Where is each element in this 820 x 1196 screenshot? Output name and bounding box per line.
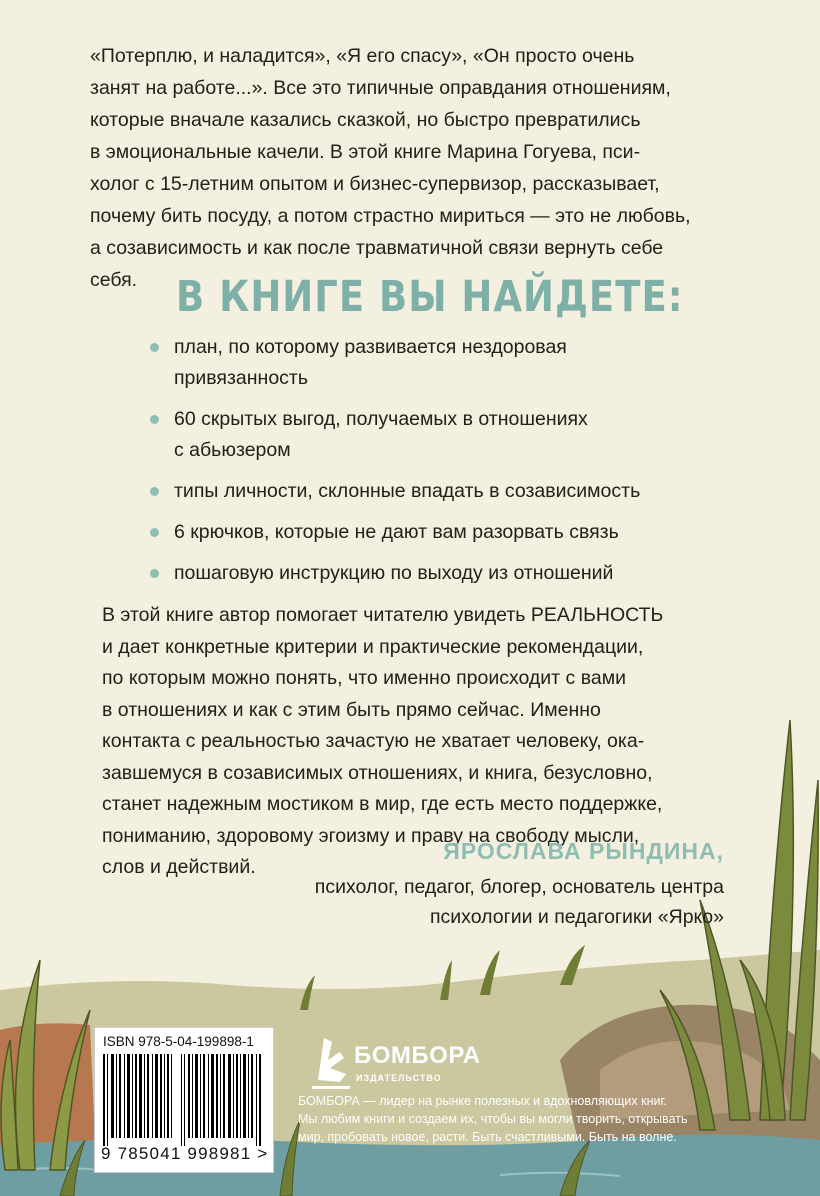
intro-paragraph xyxy=(90,40,740,296)
review-line: завшемуся в созависимых отношениях, и книга, безусловно, xyxy=(102,761,653,784)
review-line: станет надежным мостиком в мир, где есть место поддержке, xyxy=(102,793,663,815)
list-item: 60 скрытых выгод, получаемых в отношениях с абьюзером xyxy=(148,404,748,466)
list-item: типы личности, склонные впадать в созависимость xyxy=(148,476,748,507)
review-line: по которым можно понять, что именно происходит с вами xyxy=(102,667,626,689)
review-line: в отношениях и как с этим быть прямо сейчас. Именно xyxy=(102,698,601,721)
intro-line: а созависимость и как после травматичной связи вернуть себе xyxy=(90,237,664,259)
barcode-digits: 9 785041 998981 > xyxy=(101,1144,269,1163)
publisher-description: БОМБОРА — лидер на рынке полезных и вдохновляющих книг. Мы любим книги и создаем их, чтобы вы могли творить, открывать мир, пробовать новое, расти. Быть счастливыми. Быть на волне. xyxy=(298,1094,688,1144)
intro-line: холог с 15-летним опытом и бизнес-супервизор, рассказывает, xyxy=(90,173,660,195)
intro-line: «Потерплю, и наладится», «Я его спасу», «Он просто очень xyxy=(90,45,635,67)
review-line: пониманию, здоровому эгоизму и праву на свободу мысли, xyxy=(102,824,640,847)
barcode-icon xyxy=(103,1054,265,1146)
intro-line: в эмоциональные качели. В этой книге Марина Гогуева, пси- xyxy=(90,141,641,163)
list-item: план, по которому развивается нездоровая привязанность xyxy=(148,332,748,394)
intro-line: занят на работе...». Все это типичные оправдания отношениям, xyxy=(90,77,671,99)
bullet-icon xyxy=(150,487,159,496)
publisher-name: БОМБОРА xyxy=(354,1042,481,1069)
review-author-role: психолог, педагог, блогер, основатель центра психологии и педагогики «Ярко» xyxy=(314,876,724,928)
feature-list xyxy=(148,332,748,589)
publisher-subtitle: ИЗДАТЕЛЬСТВО xyxy=(356,1073,442,1083)
review-line: слов и действий. xyxy=(102,856,256,878)
review-line: В этой книге автор помогает читателю увидеть РЕАЛЬНОСТЬ xyxy=(102,604,664,626)
list-item: пошаговую инструкцию по выходу из отношений xyxy=(148,558,748,589)
section-heading: В КНИГЕ ВЫ НАЙДЕТЕ: xyxy=(176,272,684,322)
bullet-icon xyxy=(150,569,159,578)
isbn-barcode-box xyxy=(94,1027,274,1173)
review-line: контакта с реальностью зачастую не хватает человеку, ока- xyxy=(102,730,645,752)
bullet-icon xyxy=(150,528,159,537)
review-line: и дает конкретные критерии и практические рекомендации, xyxy=(102,635,644,658)
intro-line: себя. xyxy=(90,269,138,291)
intro-line: которые вначале казались сказкой, но быстро превратились xyxy=(90,109,641,131)
isbn-label: ISBN 978-5-04-199898-1 xyxy=(103,1034,254,1049)
review-author-name: ЯРОСЛАВА РЫНДИНА, xyxy=(443,838,724,864)
bullet-icon xyxy=(150,415,159,424)
intro-line: почему бить посуду, а потом страстно мириться — это не любовь, xyxy=(90,205,691,227)
bullet-icon xyxy=(150,343,159,352)
list-item: 6 крючков, которые не дают вам разорвать связь xyxy=(148,517,748,548)
